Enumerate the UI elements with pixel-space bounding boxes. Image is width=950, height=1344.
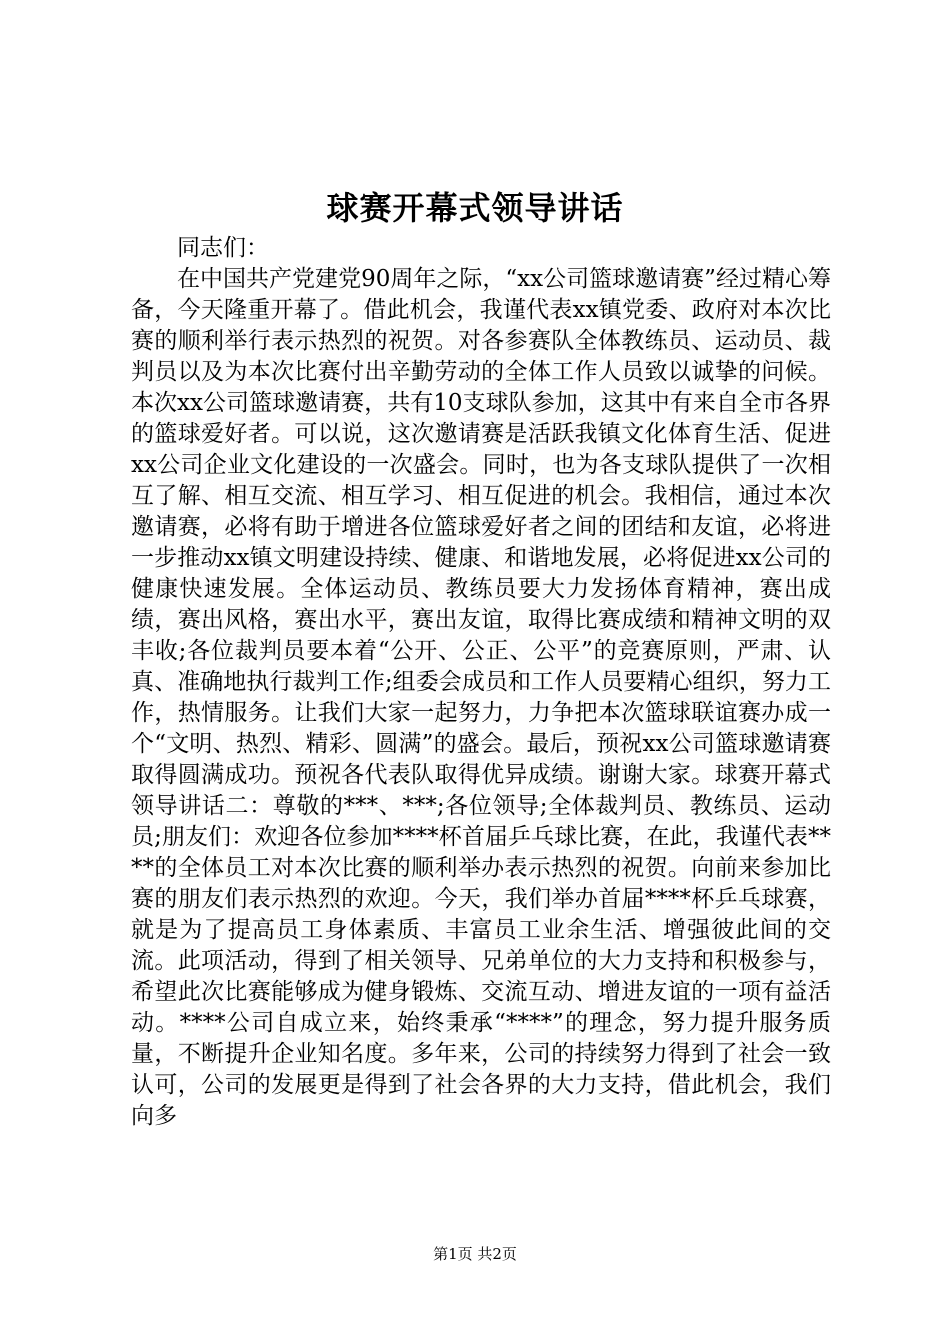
page-footer: 第1页 共2页 — [433, 1245, 517, 1263]
salutation: 同志们： — [177, 235, 269, 261]
body-paragraph: 在中国共产党建党90周年之际，“xx公司篮球邀请赛”经过精心筹备，今天隆重开幕了。借此机会，我谨代表xx镇党委、政府对本次比赛的顺利举行表示热烈的祝贺。对各参赛队全体教练员、运动员、裁判员以及为本次比赛付出辛勤劳动的全体工作人员致以诚挚的问候。本次xx公司篮球邀请赛，共有10支球队参加，这其中有来自全市各界的篮球爱好者。可以说，这次邀请赛是活跃我镇文化体育生活、促进xx公司企业文化建设的一次盛会。同时，也为各支球队提供了一次相互了解、相互交流、相互学习、相互促进的机会。我相信，通过本次邀请赛，必将有助于增进各位篮球爱好者之间的团结和友谊，必将进一步推动xx镇文明建设持续、健康、和谐地发展，必将促进xx公司的健康快速发展。全体运动员、教练员要大力发扬体育精神，赛出成绩，赛出风格，赛出水平，赛出友谊，取得比赛成绩和精神文明的双丰收;各位裁判员要本着“公开、公正、公平”的竞赛原则，严肃、认真、准确地执行裁判工作;组委会成员和工作人员要精心组织，努力工作，热情服务。让我们大家一起努力，力争把本次篮球联谊赛办成一个“文明、热烈、精彩、圆满”的盛会。最后，预祝xx公司篮球邀请赛取得圆满成功。预祝各代表队取得优异成绩。谢谢大家。球赛开幕式领导讲话二：尊敬的***、***;各位领导;全体裁判员、教练员、运动员;朋友们：欢迎各位参加****杯首届乒乓球比赛，在此，我谨代表****的全体员工对本次比赛的顺利举办表示热烈的祝贺。向前来参加比赛的朋友们表示热烈的欢迎。今天，我们举办首届****杯乒乓球赛，就是为了提高员工身体素质、丰富员工业余生活、增强彼此间的交流。此项活动，得到了相关领导、兄弟单位的大力支持和积极参与，希望此次比赛能够成为健身锻炼、交流互动、增进友谊的一项有益活动。****公司自成立来，始终秉承“****”的理念，努力提升服务质量，不断提升企业知名度。多年来，公司的持续努力得到了社会一致认可，公司的发展更是得到了社会各界的大力支持，借此机会，我们向多 — [131, 266, 831, 1129]
document-title: 球赛开幕式领导讲话 — [326, 189, 624, 227]
document-body — [131, 233, 831, 1132]
